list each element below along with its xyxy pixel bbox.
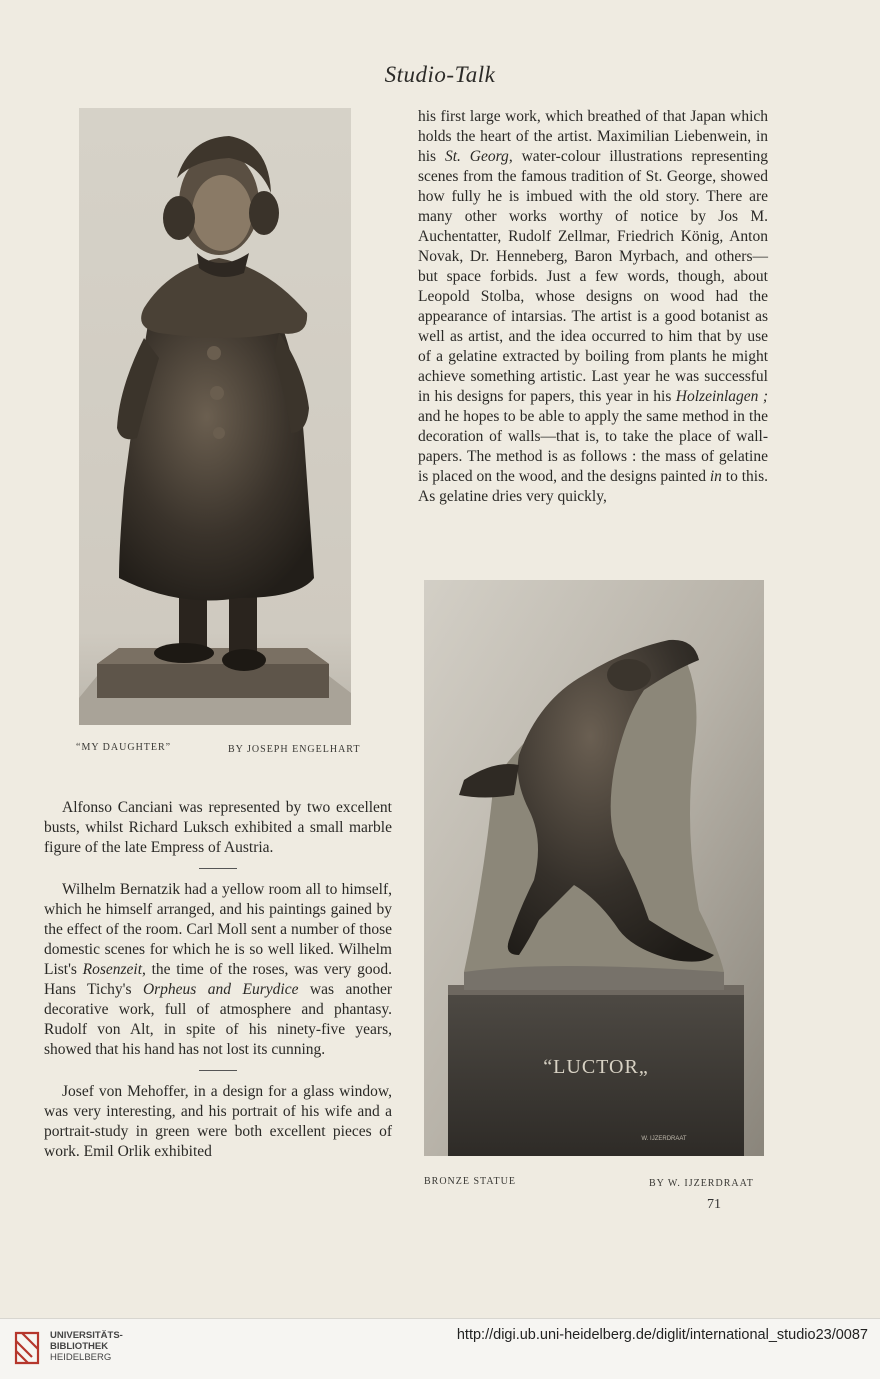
photo-luctor — [424, 580, 764, 1156]
section-divider — [199, 868, 237, 869]
photo-my-daughter-image — [79, 108, 351, 725]
plinth-inscription: “LUCTOR„ — [543, 1056, 649, 1078]
photo-luctor-image — [424, 580, 764, 1156]
figure-1-caption-artist: BY JOSEPH ENGELHART — [228, 744, 361, 755]
plinth-signature: W. IJZERDRAAT — [641, 1136, 687, 1142]
page-number: 71 — [707, 1197, 721, 1212]
paragraph-canciani: Alfonso Canciani was represented by two excellent busts, whilst Richard Luksch exhibited a small marble figure of the late Empress of Austria. — [44, 799, 392, 856]
library-name-line-2: BIBLIOTHEK — [50, 1341, 109, 1352]
library-name-line-3: HEIDELBERG — [50, 1352, 112, 1363]
university-library-logo-icon[interactable] — [10, 1327, 44, 1369]
figure-2-caption-artist: BY W. IJZERDRAAT — [649, 1178, 754, 1189]
section-divider — [199, 1070, 237, 1071]
paragraph-bernatzik: Wilhelm Bernatzik had a yellow room all to himself, which he himself arranged, and his paintings gained by the effect of the room. Carl Moll sent a number of those domestic scenes for which he is so well liked. Wilhelm List's Rosenzeit, the time of the roses, was very good. Hans Tichy's Orpheus and Eurydice was another decorative work, full of atmosphere and phantasy. Rudolf von Alt, in spite of his ninety-five years, showed that his hand has not lost its cunning. — [44, 881, 392, 1058]
left-column — [44, 798, 392, 1162]
figure-2-caption-title: BRONZE STATUE — [424, 1176, 516, 1187]
paragraph-mehoffer: Josef von Mehoffer, in a design for a glass window, was very interesting, and his portrait of his wife and a portrait-study in green were both excellent pieces of work. Emil Orlik exhibited — [44, 1083, 392, 1160]
figure-1-caption-title: “MY DAUGHTER” — [76, 742, 172, 753]
library-name-line-1: UNIVERSITÄTS- — [50, 1330, 123, 1341]
photo-my-daughter — [79, 108, 351, 725]
footer-bar — [0, 1318, 880, 1379]
source-url-link[interactable]: http://digi.ub.uni-heidelberg.de/diglit/international_studio23/0087 — [456, 1327, 868, 1343]
library-name[interactable] — [50, 1330, 123, 1363]
running-head: Studio-Talk — [384, 62, 496, 87]
right-column — [418, 107, 768, 507]
paragraph-liebenwein-stolba: his first large work, which breathed of that Japan which holds the heart of the artist. Maximilian Liebenwein, in his St. Georg, water-colour illustrations representing scenes from the famous tradition of St. George, showed how fully he is imbued with the old story. There are many other works worthy of notice by Jos M. Auchentatter, Rudolf Zellmar, Friedrich König, Anton Novak, Dr. Henneberg, Baron Myrbach, and others—but space forbids. Just a few words, though, about Leopold Stolba, whose designs on wood had the appearance of intarsias. The artist is a good botanist as well as artist, and the idea occurred to him that by use of a gelatine extracted by boiling from plants he might achieve something artistic. Last year he was successful in his designs for papers, this year in his Holzeinlagen ; and he hopes to be able to apply the same method in the decoration of walls—that is, to take the place of wall-papers. The method is as follows : the mass of gelatine is placed on the wood, and the designs painted in to this. As gelatine dries very quickly, — [418, 108, 768, 505]
